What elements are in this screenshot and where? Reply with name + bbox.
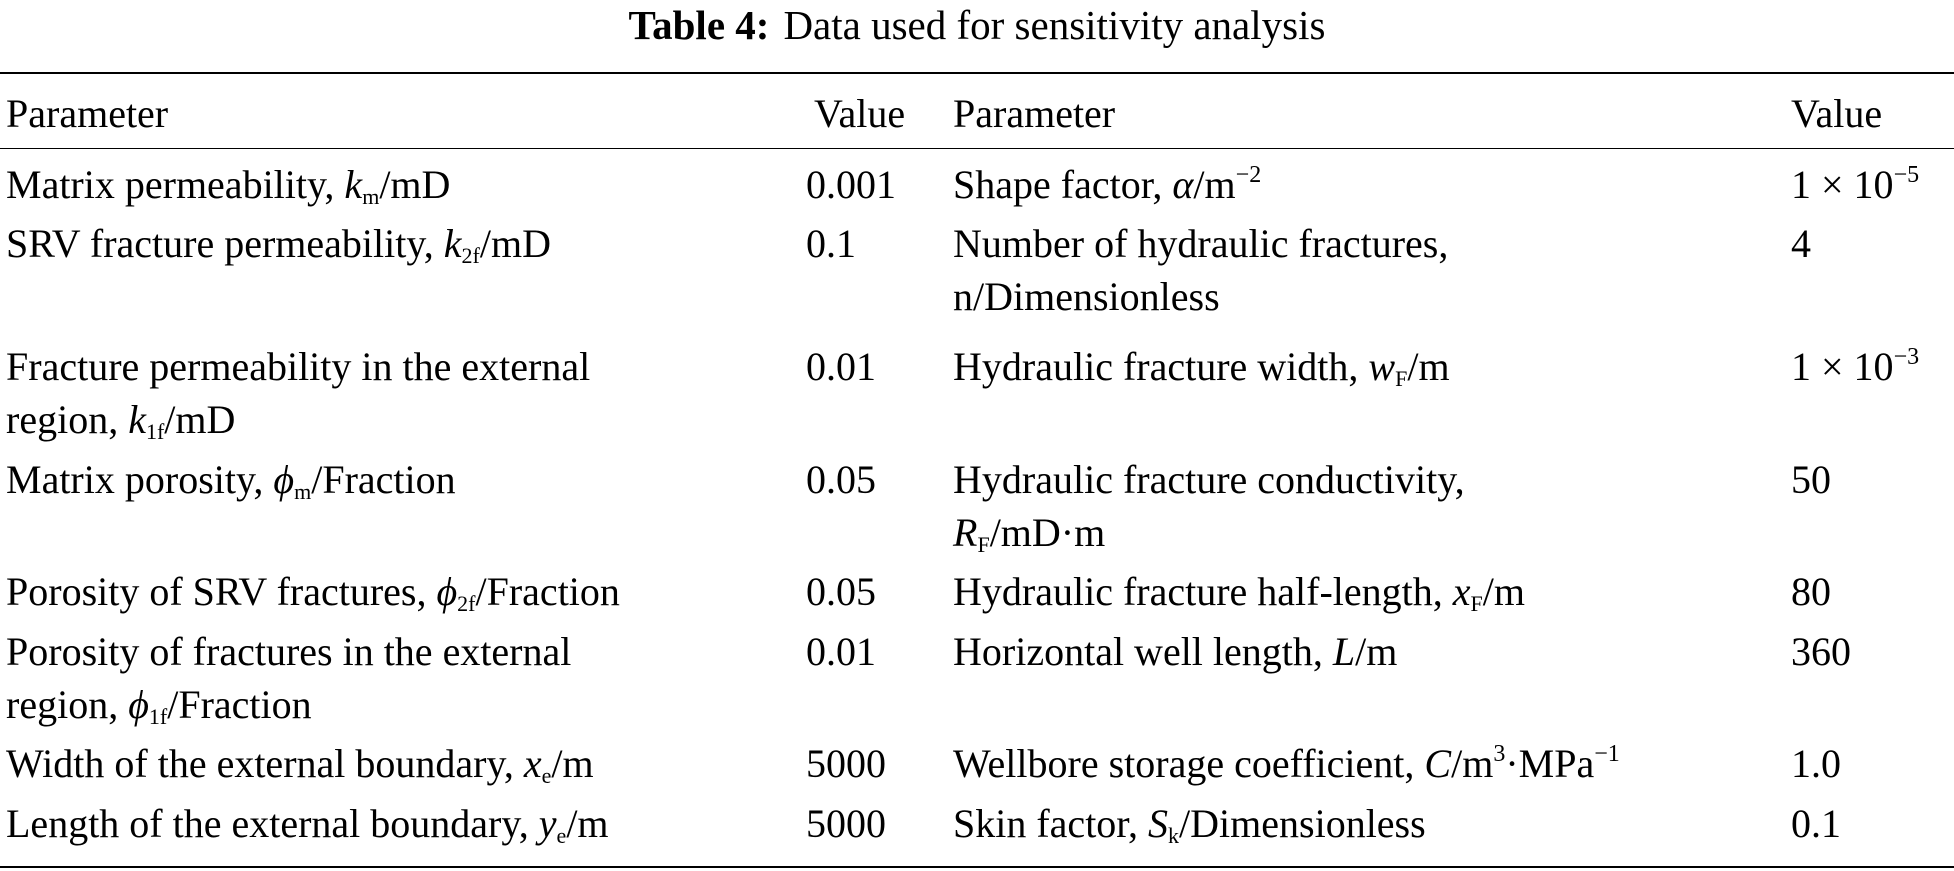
value-cell: 4 xyxy=(1791,221,1811,266)
parameter-cell: Wellbore storage coefficient, $C/m^3\cdot MPa^{-1}$ xyxy=(953,741,1620,786)
parameter-cell: Matrix porosity, $\phi_m$/Fraction xyxy=(6,457,456,504)
value-cell: 50 xyxy=(1791,457,1831,502)
table-row xyxy=(6,625,1951,737)
parameter-cell: Number of hydraulic fractures, n/Dimensionless xyxy=(953,221,1449,319)
header-parameter-right: Parameter xyxy=(953,91,1116,136)
value-cell: 5000 xyxy=(806,741,886,786)
value-cell: $1 \times 10^{-5}$ xyxy=(1791,162,1920,207)
table-caption xyxy=(0,0,1954,50)
value-cell: 0.1 xyxy=(806,221,856,266)
header-row xyxy=(6,76,1951,152)
table-row xyxy=(6,340,1951,453)
sensitivity-data-table xyxy=(6,76,1951,852)
value-cell: 0.001 xyxy=(806,162,896,207)
parameter-cell: Fracture permeability in the external region, $k_{1f}/mD$ xyxy=(6,344,591,444)
value-cell: 0.01 xyxy=(806,629,876,674)
parameter-cell: SRV fracture permeability, $k_{2f}/mD$ xyxy=(6,221,551,268)
value-cell: $1 \times 10^{-3}$ xyxy=(1791,344,1920,389)
parameter-cell: Length of the external boundary, $y_e/m$ xyxy=(6,801,609,848)
table-row xyxy=(6,737,1951,797)
header-value-right: Value xyxy=(1791,91,1883,136)
parameter-cell: Width of the external boundary, $x_e/m$ xyxy=(6,741,594,788)
parameter-cell: Skin factor, $S_k$/Dimensionless xyxy=(953,801,1426,848)
caption-label: Table 4: xyxy=(628,2,770,48)
value-cell: 0.05 xyxy=(806,457,876,502)
value-cell: 0.01 xyxy=(806,344,876,389)
value-cell: 360 xyxy=(1791,629,1851,674)
parameter-cell: Hydraulic fracture half-length, $x_F/m$ xyxy=(953,569,1526,616)
parameter-cell: Matrix permeability, $k_m/mD$ xyxy=(6,162,451,209)
value-cell: 1.0 xyxy=(1791,741,1841,786)
parameter-cell: Horizontal well length, L/m xyxy=(953,629,1398,674)
top-rule xyxy=(0,72,1954,74)
caption-text: Data used for sensitivity analysis xyxy=(783,2,1326,48)
value-cell: 5000 xyxy=(806,801,886,846)
table-row xyxy=(6,453,1951,565)
parameter-cell: Hydraulic fracture width, $w_F/m$ xyxy=(953,344,1450,391)
parameter-cell: Porosity of fractures in the external region, $\phi_{1f}$/Fraction xyxy=(6,629,572,729)
parameter-cell: Shape factor, $\alpha/m^{-2}$ xyxy=(953,162,1262,207)
table-row xyxy=(6,797,1951,852)
parameter-cell: Hydraulic fracture conductivity, $R_F/mD\cdot m$ xyxy=(953,457,1465,557)
parameter-cell: Porosity of SRV fractures, $\phi_{2f}$/Fraction xyxy=(6,569,620,616)
value-cell: 80 xyxy=(1791,569,1831,614)
value-cell: 0.1 xyxy=(1791,801,1841,846)
table-row xyxy=(6,152,1951,217)
table-row xyxy=(6,217,1951,340)
header-parameter-left: Parameter xyxy=(6,91,169,136)
value-cell: 0.05 xyxy=(806,569,876,614)
bottom-rule xyxy=(0,866,1954,868)
header-value-left: Value xyxy=(814,91,906,136)
table-row xyxy=(6,565,1951,625)
